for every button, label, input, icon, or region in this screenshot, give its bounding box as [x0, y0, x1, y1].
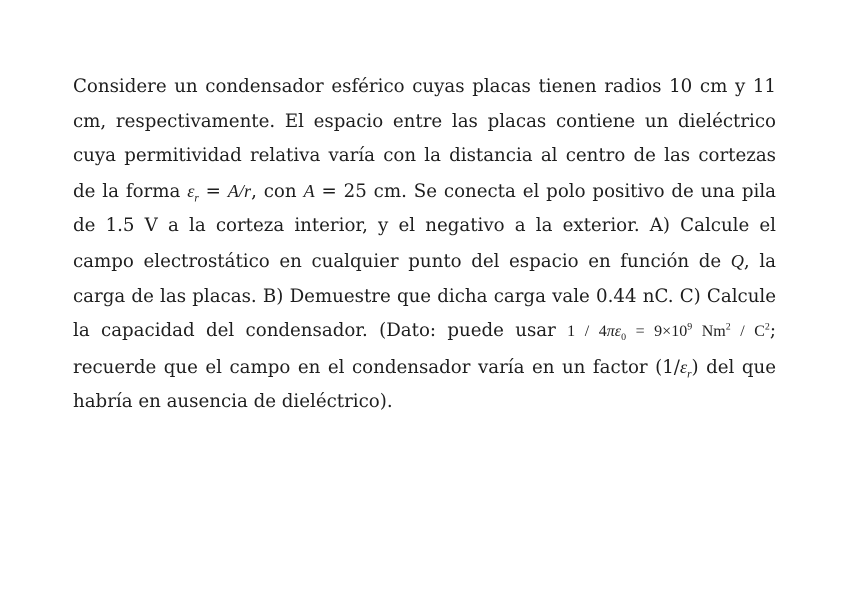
problem-statement: [73, 70, 776, 420]
coulomb-constant: $1 / 4\pi\varepsilon_0 = 9\times 10^9$ $Nm^2 / C^2$: [567, 321, 770, 344]
text-segment: Considere un condensador esférico cuyas placas tienen radios 10 cm y 11 cm, respectivamente. El espacio entre las placas contiene un dieléctrico cuya permitividad relativa varía con la distancia al centro de las cortezas de la forma: [73, 76, 776, 202]
text-segment: ) del que habría en ausencia de dieléctrico).: [73, 356, 776, 413]
constant-a: A: [227, 180, 239, 201]
epsilon-subscript: r: [194, 192, 199, 205]
text-segment: ; recuerde que el campo en el condensador varía en un factor (1/: [73, 320, 777, 378]
epsilon-subscript: r: [687, 368, 692, 381]
text-segment: , la carga de las placas. B) Demuestre que dicha carga vale 0.44 nC. C) Calcule la capacidad del condensador. (Dato: puede usar: [73, 250, 776, 342]
over-r: /r: [238, 180, 252, 201]
constant-a: A: [303, 180, 315, 201]
charge-symbol: Q: [730, 250, 744, 271]
text-segment: = 25 cm. Se conecta el polo positivo de una pila de 1.5 V a la corteza interior, y el negativo a la exterior. A) Calcule el campo electrostático en cualquier punto del espacio en función de: [73, 180, 776, 272]
epsilon-symbol: ε: [187, 180, 195, 201]
equals-sign: =: [198, 180, 228, 202]
text-segment: , con: [251, 180, 304, 202]
epsilon-symbol: ε: [679, 356, 688, 377]
